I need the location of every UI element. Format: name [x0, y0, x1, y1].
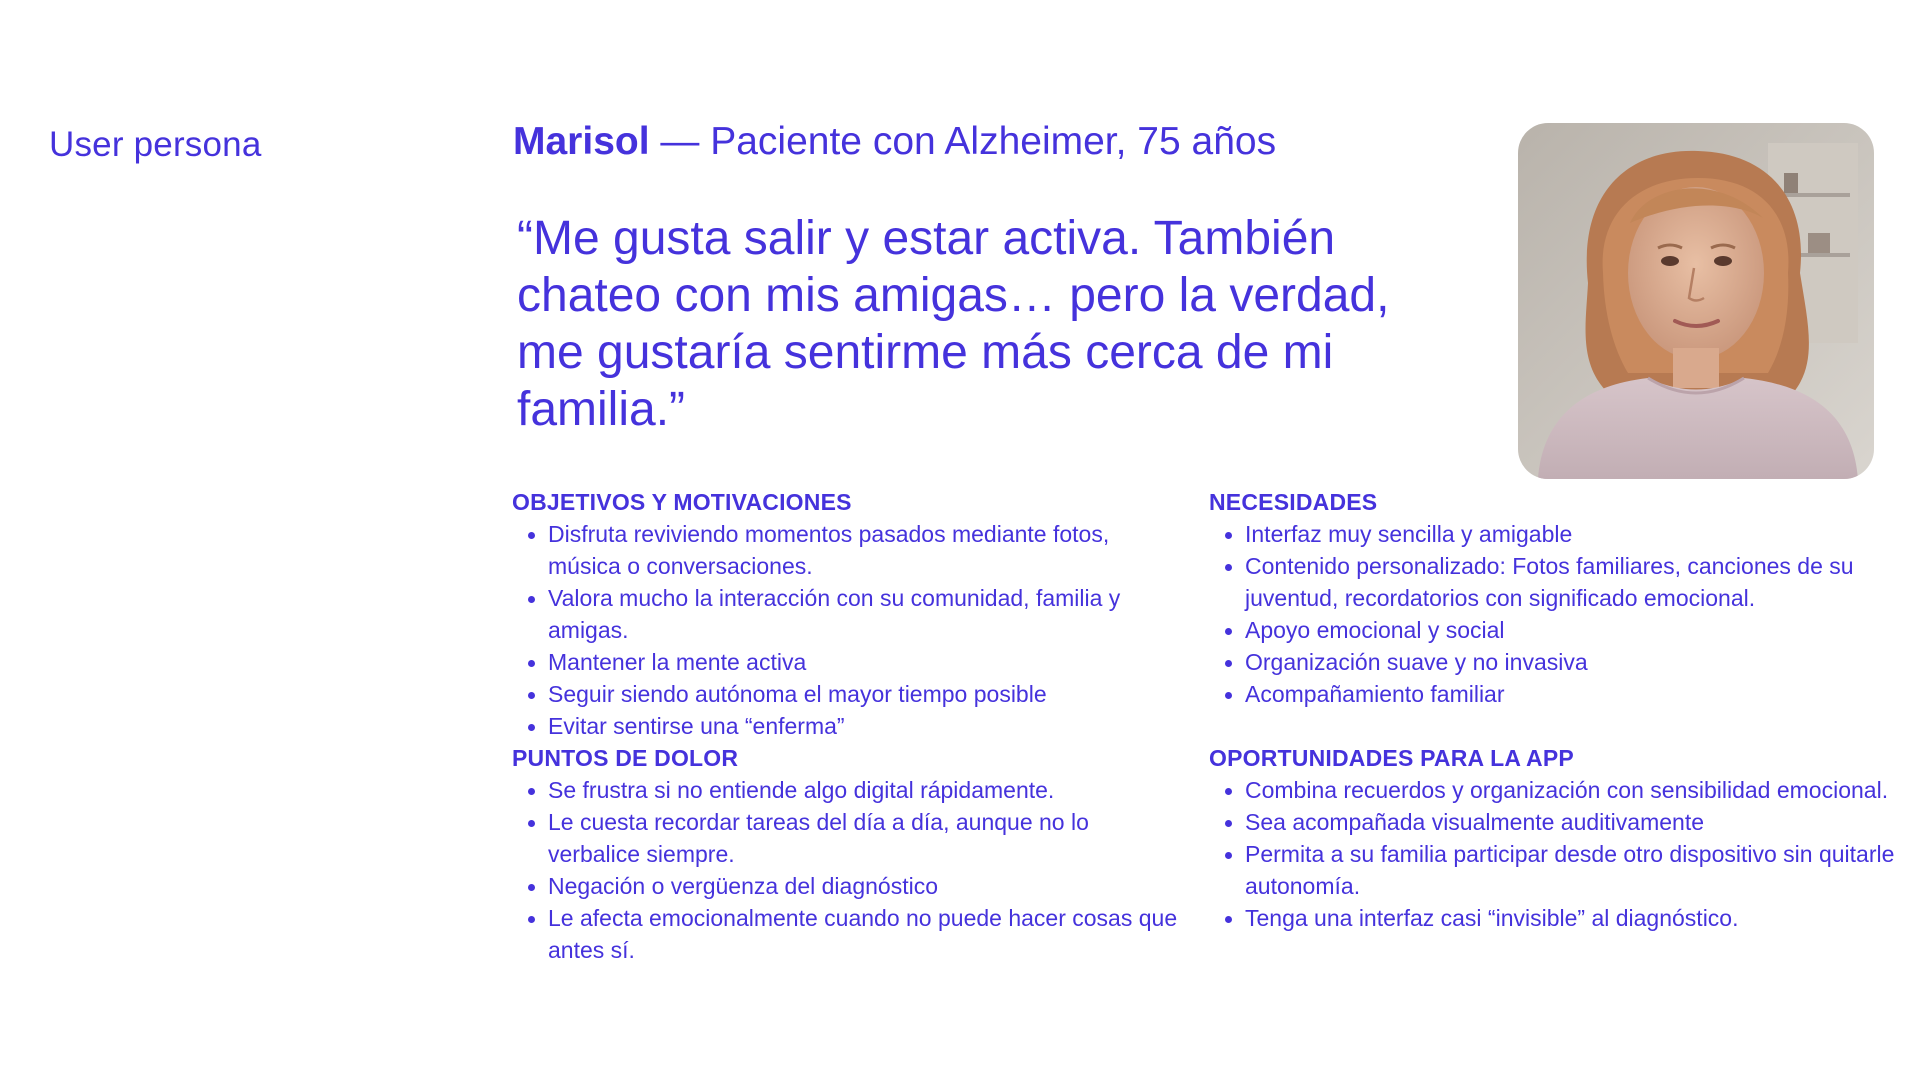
goals-title: OBJETIVOS Y MOTIVACIONES [512, 489, 852, 515]
list-item: Valora mucho la interacción con su comunidad, familia y amigas. [512, 582, 1182, 646]
pain-points-list [512, 774, 1182, 966]
needs-list [1209, 518, 1899, 710]
spacer [1209, 710, 1899, 742]
right-column [1209, 486, 1899, 934]
list-item: Sea acompañada visualmente auditivamente [1209, 806, 1899, 838]
list-item: Le cuesta recordar tareas del día a día, aunque no lo verbalice siempre. [512, 806, 1182, 870]
list-item: Interfaz muy sencilla y amigable [1209, 518, 1899, 550]
list-item: Mantener la mente activa [512, 646, 1182, 678]
list-item: Apoyo emocional y social [1209, 614, 1899, 646]
list-item: Evitar sentirse una “enferma” [512, 710, 1182, 742]
pain-points-title: PUNTOS DE DOLOR [512, 745, 739, 771]
list-item: Tenga una interfaz casi “invisible” al diagnóstico. [1209, 902, 1899, 934]
persona-header [513, 120, 1276, 164]
list-item: Contenido personalizado: Fotos familiares, canciones de su juventud, recordatorios con significado emocional. [1209, 550, 1899, 614]
opportunities-title: OPORTUNIDADES PARA LA APP [1209, 745, 1574, 771]
persona-photo [1518, 123, 1874, 479]
needs-title: NECESIDADES [1209, 489, 1378, 515]
goals-list [512, 518, 1182, 742]
list-item: Le afecta emocionalmente cuando no puede hacer cosas que antes sí. [512, 902, 1182, 966]
list-item: Organización suave y no invasiva [1209, 646, 1899, 678]
left-column [512, 486, 1182, 966]
persona-name: Marisol [513, 120, 650, 163]
list-item: Acompañamiento familiar [1209, 678, 1899, 710]
list-item: Combina recuerdos y organización con sensibilidad emocional. [1209, 774, 1899, 806]
list-item: Disfruta reviviendo momentos pasados mediante fotos, música o conversaciones. [512, 518, 1182, 582]
persona-subtitle: — Paciente con Alzheimer, 75 años [649, 120, 1277, 163]
list-item: Permita a su familia participar desde otro dispositivo sin quitarle autonomía. [1209, 838, 1899, 902]
section-label: User persona [49, 125, 262, 164]
list-item: Se frustra si no entiende algo digital rápidamente. [512, 774, 1182, 806]
opportunities-list [1209, 774, 1899, 934]
list-item: Seguir siendo autónoma el mayor tiempo posible [512, 678, 1182, 710]
list-item: Negación o vergüenza del diagnóstico [512, 870, 1182, 902]
persona-quote: “Me gusta salir y estar activa. También chateo con mis amigas… pero la verdad, me gustaría sentirme más cerca de mi familia.” [517, 212, 1390, 436]
